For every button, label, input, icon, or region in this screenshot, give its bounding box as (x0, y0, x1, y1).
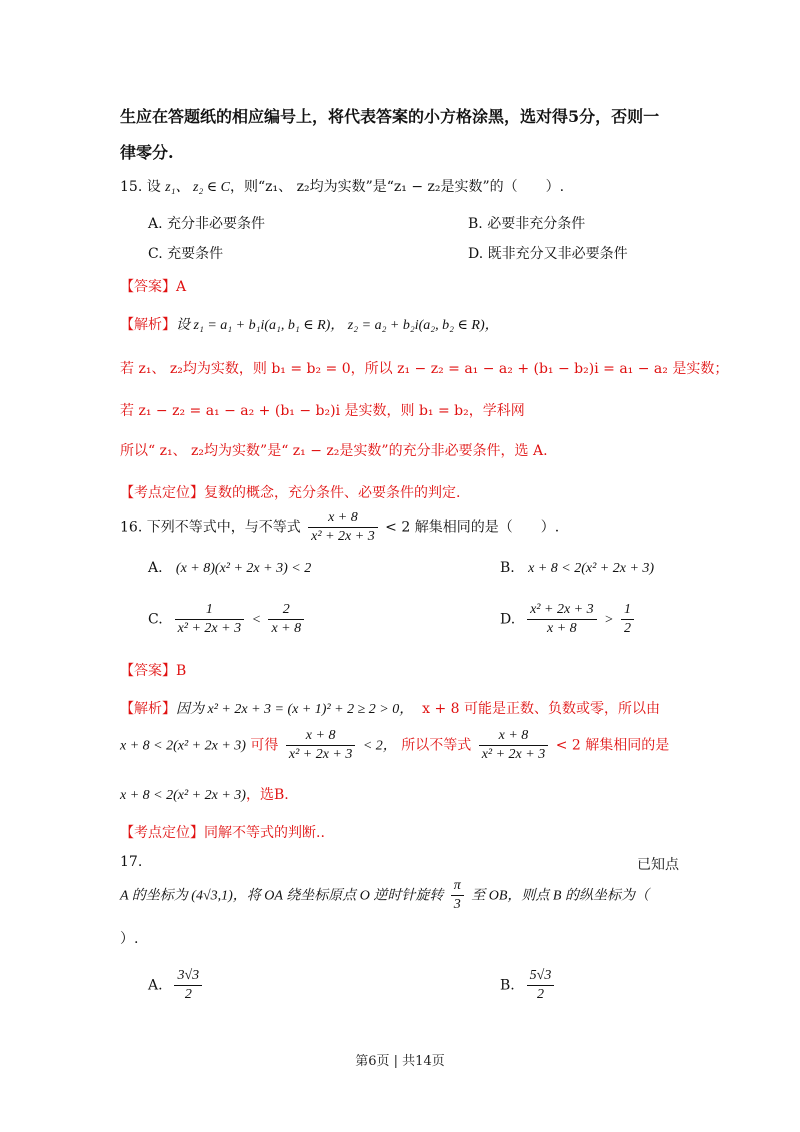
page-footer: 第6页 | 共14页 (355, 1054, 445, 1069)
q15-analysis-1-text: 设 z₁ = a₁ + b₁i(a₁, b₁ ∈ R)， z₂ = a₂ + b₂i(a₂, b₂ ∈ R)， (176, 318, 499, 333)
q16-analysis-2d: 所以不等式 (401, 737, 472, 754)
q16-analysis-frac-2-den: x² + 2x + 3 (481, 747, 546, 762)
q16-frac-den: x² + 2x + 3 (311, 529, 375, 544)
q16-analysis-3a: x + 8 < 2(x² + 2x + 3) (120, 788, 246, 803)
q16-analysis-frac-1-num: x + 8 (286, 728, 356, 746)
instructions-line-1: 生应在答题纸的相应编号上，将代表答案的小方格涂黑，选对得5分，否则一 (120, 107, 660, 126)
q16-opt-c-frac-2 (268, 602, 304, 637)
q16-opt-d-den2: 2 (623, 621, 631, 636)
q16-analysis-3b: ，选B. (245, 787, 289, 803)
q15-option-a: A. 充分非必要条件 (148, 216, 266, 232)
q15-stem-rest: ，则“z₁、 z₂均为实数”是“z₁ − z₂是实数”的（ ）. (230, 179, 565, 195)
q16-key-point (120, 822, 325, 842)
q15-analysis-4: 所以“ z₁、 z₂均为实数”是“ z₁ − z₂是实数”的充分非必要条件，选 A. (120, 443, 548, 459)
q16-analysis-2e: < 2 解集相同的是 (555, 737, 670, 754)
q17-stem-line-2 (120, 878, 649, 913)
q17-line2-a: A 的坐标为 (4√3,1)，将 OA 绕坐标原点 O 逆时针旋转 (120, 888, 444, 904)
q16-analysis-frac-1-den: x² + 2x + 3 (288, 747, 353, 762)
q16-kp-tag: 【考点定位】 (120, 825, 204, 841)
q17-opt-b-den: 2 (537, 987, 544, 1002)
q15-analysis-3: 若 z₁ − z₂ = a₁ − a₂ + (b₁ − b₂)i 是实数，则 b₁ = b₂，学科网 (120, 403, 525, 419)
q17-opt-b-label: B. (500, 977, 515, 994)
q17-opt-b-frac (527, 968, 555, 1003)
q16-opt-c-num1: 1 (175, 602, 245, 620)
q17-number: 17. (120, 854, 143, 870)
q16-analysis-1a: 因为 x² + 2x + 3 = (x + 1)² + 2 ≥ 2 > 0， (176, 702, 414, 717)
q16-opt-c-label: C. (148, 611, 163, 628)
q16-option-a (148, 560, 311, 577)
q17-opt-a-label: A. (148, 977, 163, 994)
q16-analysis-2a: x + 8 < 2(x² + 2x + 3) (120, 738, 246, 754)
q16-answer-value: B (176, 663, 187, 679)
q17-option-b (500, 968, 557, 1003)
q15-stem (120, 176, 564, 196)
q17-option-a (148, 968, 205, 1003)
q16-answer-tag: 【答案】 (120, 663, 176, 679)
q16-opt-d-den1: x + 8 (547, 621, 577, 636)
q17-frac-den: 3 (453, 897, 461, 912)
q16-opt-c-frac-1 (175, 602, 245, 637)
q17-opt-b-num: 5√3 (527, 968, 555, 986)
q15-answer-value: A (176, 279, 187, 295)
q16-opt-d-num1: x² + 2x + 3 (527, 602, 597, 620)
q16-analysis-3 (120, 784, 289, 804)
q15-stem-prefix: 设 (146, 179, 161, 195)
q16-opt-c-den2: x + 8 (271, 621, 302, 636)
q17-opt-a-frac (174, 968, 202, 1003)
q15-option-d: D. 既非充分又非必要条件 (468, 246, 628, 262)
q16-answer (120, 660, 186, 680)
q16-option-d (500, 602, 637, 637)
q15-analysis-tag: 【解析】 (120, 317, 176, 333)
q17-line2-b: 至 OB，则点 B 的纵坐标为（ (471, 888, 649, 904)
q17-opt-a-den: 2 (184, 987, 192, 1002)
q16-opt-d-label: D. (500, 611, 516, 628)
q16-opt-b-expr: x + 8 < 2(x² + 2x + 3) (528, 561, 655, 576)
q16-stem-suffix: < 2 解集相同的是（ ）. (385, 519, 560, 536)
q16-analysis-frac-1 (286, 728, 356, 763)
q16-analysis-frac-2 (479, 728, 549, 763)
q15-number: 15. (120, 179, 143, 195)
q16-stem-prefix: 下列不等式中，与不等式 (146, 519, 301, 536)
q16-analysis-2 (120, 728, 669, 763)
q16-analysis-1 (120, 698, 660, 718)
q16-analysis-tag: 【解析】 (120, 701, 176, 717)
q16-opt-d-num2: 1 (621, 602, 634, 620)
q15-kp-text: 复数的概念，充分条件、必要条件的判定. (204, 485, 461, 501)
q17-angle-fraction (451, 878, 464, 913)
q15-stem-vars: z₁、 z₂ ∈ C (165, 180, 231, 195)
q15-analysis-2: 若 z₁、 z₂均为实数，则 b₁ = b₂ = 0，所以 z₁ − z₂ = a₁ − a₂ + (b₁ − b₂)i = a₁ − a₂ 是实数； (120, 361, 729, 377)
q16-opt-c-op: < (251, 612, 262, 628)
q16-kp-text: 同解不等式的判断.. (204, 825, 325, 841)
q16-analysis-2b: 可得 (250, 737, 279, 754)
q17-right-text: 已知点 (637, 857, 679, 873)
q15-kp-tag: 【考点定位】 (120, 485, 204, 501)
q15-option-c: C. 充要条件 (148, 246, 224, 262)
q16-frac-num: x + 8 (308, 510, 378, 528)
q16-opt-c-num2: 2 (268, 602, 304, 620)
q16-opt-d-frac-2 (621, 602, 634, 637)
q15-answer (120, 276, 186, 296)
q16-opt-c-den1: x² + 2x + 3 (177, 621, 242, 636)
q17-frac-num: π (451, 878, 464, 896)
q17-stem-line-3: ）. (120, 931, 139, 947)
instructions-line-2: 律零分. (120, 143, 174, 162)
q16-opt-a-label: A. (148, 560, 163, 576)
q16-opt-b-label: B. (500, 560, 515, 576)
q16-analysis-frac-2-num: x + 8 (479, 728, 549, 746)
q17-opt-a-num: 3√3 (174, 968, 202, 986)
q15-option-b: B. 必要非充分条件 (468, 216, 586, 232)
q16-analysis-1b: x + 8 可能是正数、负数或零，所以由 (422, 701, 661, 717)
q16-option-b (500, 560, 654, 577)
q16-number: 16. (120, 519, 143, 536)
q15-key-point (120, 482, 460, 502)
q16-opt-a-expr: (x + 8)(x² + 2x + 3) < 2 (175, 561, 312, 576)
q16-analysis-2c: < 2， (362, 738, 397, 754)
q16-opt-d-op: > (604, 612, 614, 628)
q15-answer-tag: 【答案】 (120, 279, 176, 295)
q16-option-c (148, 602, 307, 637)
q15-analysis-1 (120, 314, 499, 334)
q16-stem-fraction (308, 510, 378, 545)
q16-opt-d-frac-1 (527, 602, 597, 637)
q16-stem (120, 510, 559, 545)
